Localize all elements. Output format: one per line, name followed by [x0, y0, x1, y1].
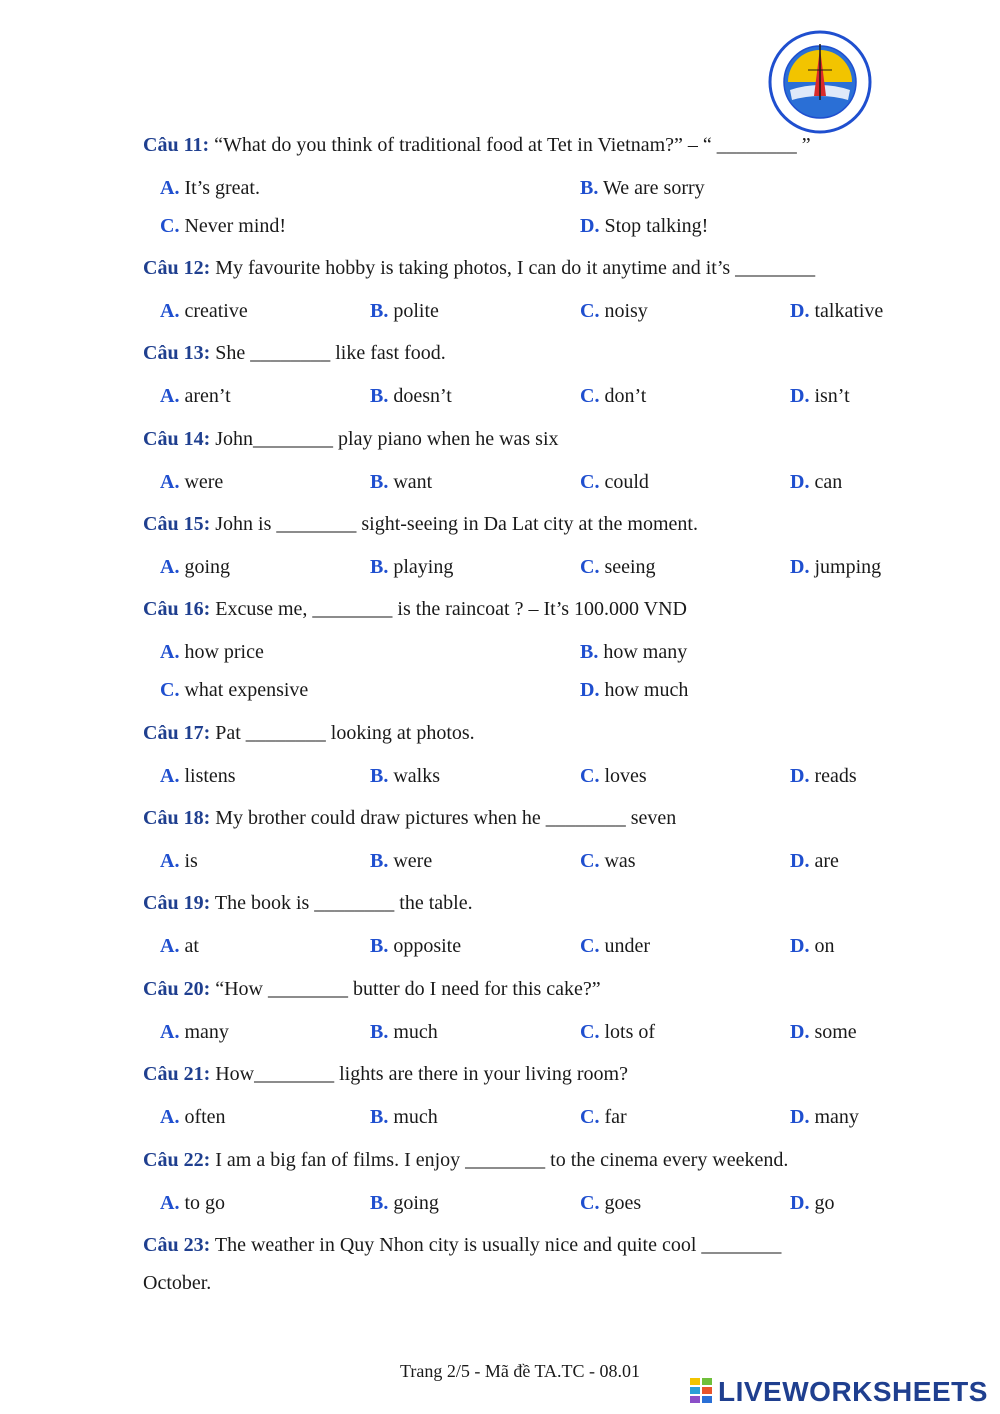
question-number: Câu 21: — [143, 1063, 211, 1085]
question-text: Excuse me, ________ is the raincoat ? – It’s 100.000 VND — [210, 598, 688, 620]
answer-option-b[interactable] — [370, 1105, 438, 1129]
answer-option-c[interactable] — [160, 678, 308, 702]
answer-option-a[interactable] — [160, 640, 264, 664]
question-stem — [143, 512, 903, 536]
answer-option-c[interactable] — [580, 1105, 627, 1129]
answer-option-d[interactable] — [790, 849, 839, 873]
option-letter: A. — [160, 1192, 180, 1214]
question-stem — [143, 133, 903, 157]
option-letter: D. — [790, 1021, 810, 1043]
answer-option-d[interactable] — [790, 299, 883, 323]
question-number: Câu 22: — [143, 1149, 211, 1171]
answer-option-c[interactable] — [580, 555, 656, 579]
answer-option-c[interactable] — [580, 934, 650, 958]
option-text: want — [393, 471, 433, 493]
answer-option-a[interactable] — [160, 176, 260, 200]
option-text: is — [184, 850, 198, 872]
option-text: on — [814, 935, 835, 957]
option-letter: B. — [370, 850, 389, 872]
option-letter: C. — [580, 1021, 600, 1043]
option-text: doesn’t — [393, 385, 452, 407]
option-text: aren’t — [184, 385, 231, 407]
option-text: walks — [393, 765, 441, 787]
question-stem — [143, 721, 903, 745]
question-stem — [143, 1062, 903, 1086]
option-letter: C. — [580, 556, 600, 578]
answer-option-d[interactable] — [790, 1020, 857, 1044]
option-text: could — [604, 471, 649, 493]
answer-option-b[interactable] — [370, 1191, 439, 1215]
question-text: “How ________ butter do I need for this cake?” — [210, 978, 601, 1000]
option-letter: B. — [370, 935, 389, 957]
answer-option-b[interactable] — [370, 299, 439, 323]
option-text: go — [814, 1192, 835, 1214]
option-text: playing — [393, 556, 454, 578]
option-text: reads — [814, 765, 857, 787]
option-text: goes — [604, 1192, 642, 1214]
option-letter: A. — [160, 556, 180, 578]
option-letter: B. — [370, 471, 389, 493]
answer-option-b[interactable] — [370, 384, 452, 408]
question-number: Câu 14: — [143, 428, 211, 450]
option-letter: C. — [160, 679, 180, 701]
question-text: John is ________ sight-seeing in Da Lat city at the moment. — [210, 513, 698, 535]
option-letter: A. — [160, 1021, 180, 1043]
answer-option-b[interactable] — [370, 555, 453, 579]
answer-option-b[interactable] — [580, 640, 687, 664]
question-number: Câu 19: — [143, 892, 211, 914]
option-text: were — [393, 850, 433, 872]
option-text: much — [393, 1106, 438, 1128]
question-stem — [143, 341, 903, 365]
option-letter: C. — [160, 215, 180, 237]
option-letter: B. — [370, 765, 389, 787]
option-letter: C. — [580, 300, 600, 322]
question-text: I am a big fan of films. I enjoy ________ to the cinema every weekend. — [210, 1149, 789, 1171]
option-text: how much — [604, 679, 689, 701]
option-text: some — [814, 1021, 857, 1043]
option-text: to go — [184, 1192, 226, 1214]
option-letter: B. — [370, 385, 389, 407]
question-text: The weather in Quy Nhon city is usually nice and quite cool ________ — [210, 1234, 782, 1256]
option-letter: D. — [580, 215, 600, 237]
option-letter: D. — [790, 385, 810, 407]
option-letter: A. — [160, 1106, 180, 1128]
liveworksheets-brand — [690, 1375, 990, 1409]
option-letter: A. — [160, 471, 180, 493]
answer-option-b[interactable] — [370, 1020, 438, 1044]
question-number: Câu 18: — [143, 807, 211, 829]
question-text: John________ play piano when he was six — [210, 428, 559, 450]
question-stem — [143, 256, 903, 280]
option-text: are — [814, 850, 839, 872]
question-text: She ________ like fast food. — [210, 342, 446, 364]
answer-option-c[interactable] — [580, 299, 648, 323]
answer-option-a[interactable] — [160, 384, 231, 408]
question-text: How________ lights are there in your living room? — [210, 1063, 628, 1085]
option-text: don’t — [604, 385, 647, 407]
question-stem — [143, 806, 903, 830]
option-text: lots of — [604, 1021, 656, 1043]
option-letter: B. — [370, 1021, 389, 1043]
answer-option-d[interactable] — [790, 934, 834, 958]
question-text: The book is ________ the table. — [210, 892, 473, 914]
answer-option-c[interactable] — [580, 470, 649, 494]
option-text: loves — [604, 765, 647, 787]
option-letter: D. — [580, 679, 600, 701]
answer-option-a[interactable] — [160, 849, 198, 873]
question-text-continuation: October. — [143, 1272, 212, 1294]
option-text: how many — [603, 641, 688, 663]
option-letter: C. — [580, 471, 600, 493]
question-number: Câu 20: — [143, 978, 211, 1000]
answer-option-d[interactable] — [790, 384, 850, 408]
option-text: We are sorry — [602, 177, 705, 199]
answer-option-c[interactable] — [580, 849, 636, 873]
option-text: opposite — [393, 935, 462, 957]
option-letter: B. — [370, 300, 389, 322]
option-text: Stop talking! — [604, 215, 709, 237]
option-text: under — [604, 935, 650, 957]
question-number: Câu 16: — [143, 598, 211, 620]
question-text: “What do you think of traditional food at Tet in Vietnam?” – “ ________ ” — [209, 134, 811, 156]
option-text: talkative — [814, 300, 884, 322]
option-letter: B. — [580, 641, 599, 663]
question-text: Pat ________ looking at photos. — [210, 722, 475, 744]
answer-option-b[interactable] — [580, 176, 705, 200]
option-text: going — [393, 1192, 439, 1214]
option-letter: C. — [580, 765, 600, 787]
answer-option-d[interactable] — [790, 764, 857, 788]
option-letter: B. — [370, 1106, 389, 1128]
page-footer: Trang 2/5 - Mã đề TA.TC - 08.01 — [400, 1361, 641, 1381]
liveworksheets-wordmark: LIVEWORKSHEETS — [718, 1376, 988, 1407]
option-letter: C. — [580, 1192, 600, 1214]
option-letter: A. — [160, 935, 180, 957]
question-number: Câu 11: — [143, 134, 210, 156]
option-text: was — [604, 850, 636, 872]
question-number: Câu 15: — [143, 513, 211, 535]
question-stem — [143, 1233, 903, 1257]
option-text: were — [184, 471, 224, 493]
option-letter: D. — [790, 471, 810, 493]
answer-option-c[interactable] — [580, 384, 646, 408]
answer-option-d[interactable] — [580, 214, 708, 238]
option-text: seeing — [604, 556, 656, 578]
answer-option-d[interactable] — [790, 470, 842, 494]
option-letter: A. — [160, 385, 180, 407]
question-stem — [143, 427, 903, 451]
option-letter: B. — [580, 177, 599, 199]
answer-option-d[interactable] — [790, 1191, 834, 1215]
option-text: Never mind! — [184, 215, 287, 237]
option-letter: D. — [790, 300, 810, 322]
option-letter: A. — [160, 765, 180, 787]
option-text: going — [184, 556, 231, 578]
option-text: It’s great. — [184, 177, 260, 199]
answer-option-a[interactable] — [160, 934, 199, 958]
answer-option-a[interactable] — [160, 470, 223, 494]
answer-option-a[interactable] — [160, 1105, 226, 1129]
option-letter: A. — [160, 850, 180, 872]
answer-option-d[interactable] — [790, 1105, 859, 1129]
answer-option-b[interactable] — [370, 764, 440, 788]
question-stem — [143, 891, 903, 915]
answer-option-c[interactable] — [580, 1191, 641, 1215]
option-text: isn’t — [814, 385, 850, 407]
option-text: polite — [393, 300, 439, 322]
option-text: often — [184, 1106, 226, 1128]
option-text: jumping — [814, 556, 882, 578]
option-letter: D. — [790, 850, 810, 872]
option-text: how price — [184, 641, 264, 663]
answer-option-a[interactable] — [160, 764, 236, 788]
option-text: much — [393, 1021, 438, 1043]
option-letter: C. — [580, 850, 600, 872]
answer-option-a[interactable] — [160, 1191, 225, 1215]
question-number: Câu 23: — [143, 1234, 211, 1256]
option-text: what expensive — [184, 679, 309, 701]
answer-option-c[interactable] — [160, 214, 286, 238]
option-text: can — [814, 471, 843, 493]
answer-option-a[interactable] — [160, 299, 248, 323]
option-letter: A. — [160, 641, 180, 663]
question-number: Câu 13: — [143, 342, 211, 364]
question-number: Câu 17: — [143, 722, 211, 744]
option-letter: C. — [580, 1106, 600, 1128]
question-stem — [143, 1148, 903, 1172]
answer-option-a[interactable] — [160, 1020, 229, 1044]
option-letter: D. — [790, 765, 810, 787]
answer-option-d[interactable] — [580, 678, 688, 702]
question-number: Câu 12: — [143, 257, 211, 279]
answer-option-d[interactable] — [790, 555, 881, 579]
option-letter: B. — [370, 1192, 389, 1214]
question-text: My favourite hobby is taking photos, I can do it anytime and it’s ________ — [210, 257, 816, 279]
option-text: many — [184, 1021, 229, 1043]
question-text: My brother could draw pictures when he ________ seven — [210, 807, 677, 829]
option-text: at — [184, 935, 199, 957]
option-letter: C. — [580, 935, 600, 957]
option-letter: C. — [580, 385, 600, 407]
question-stem — [143, 597, 903, 621]
answer-option-a[interactable] — [160, 555, 230, 579]
answer-option-c[interactable] — [580, 764, 647, 788]
answer-option-b[interactable] — [370, 934, 461, 958]
option-text: listens — [184, 765, 236, 787]
answer-option-b[interactable] — [370, 470, 432, 494]
option-text: creative — [184, 300, 248, 322]
option-letter: D. — [790, 556, 810, 578]
option-letter: D. — [790, 1192, 810, 1214]
option-letter: D. — [790, 935, 810, 957]
liveworksheets-icon — [690, 1378, 714, 1404]
question-stem — [143, 977, 903, 1001]
option-letter: A. — [160, 300, 180, 322]
option-letter: B. — [370, 556, 389, 578]
option-text: far — [604, 1106, 627, 1128]
option-letter: D. — [790, 1106, 810, 1128]
option-letter: A. — [160, 177, 180, 199]
option-text: many — [814, 1106, 859, 1128]
answer-option-c[interactable] — [580, 1020, 655, 1044]
answer-option-b[interactable] — [370, 849, 432, 873]
option-text: noisy — [604, 300, 648, 322]
